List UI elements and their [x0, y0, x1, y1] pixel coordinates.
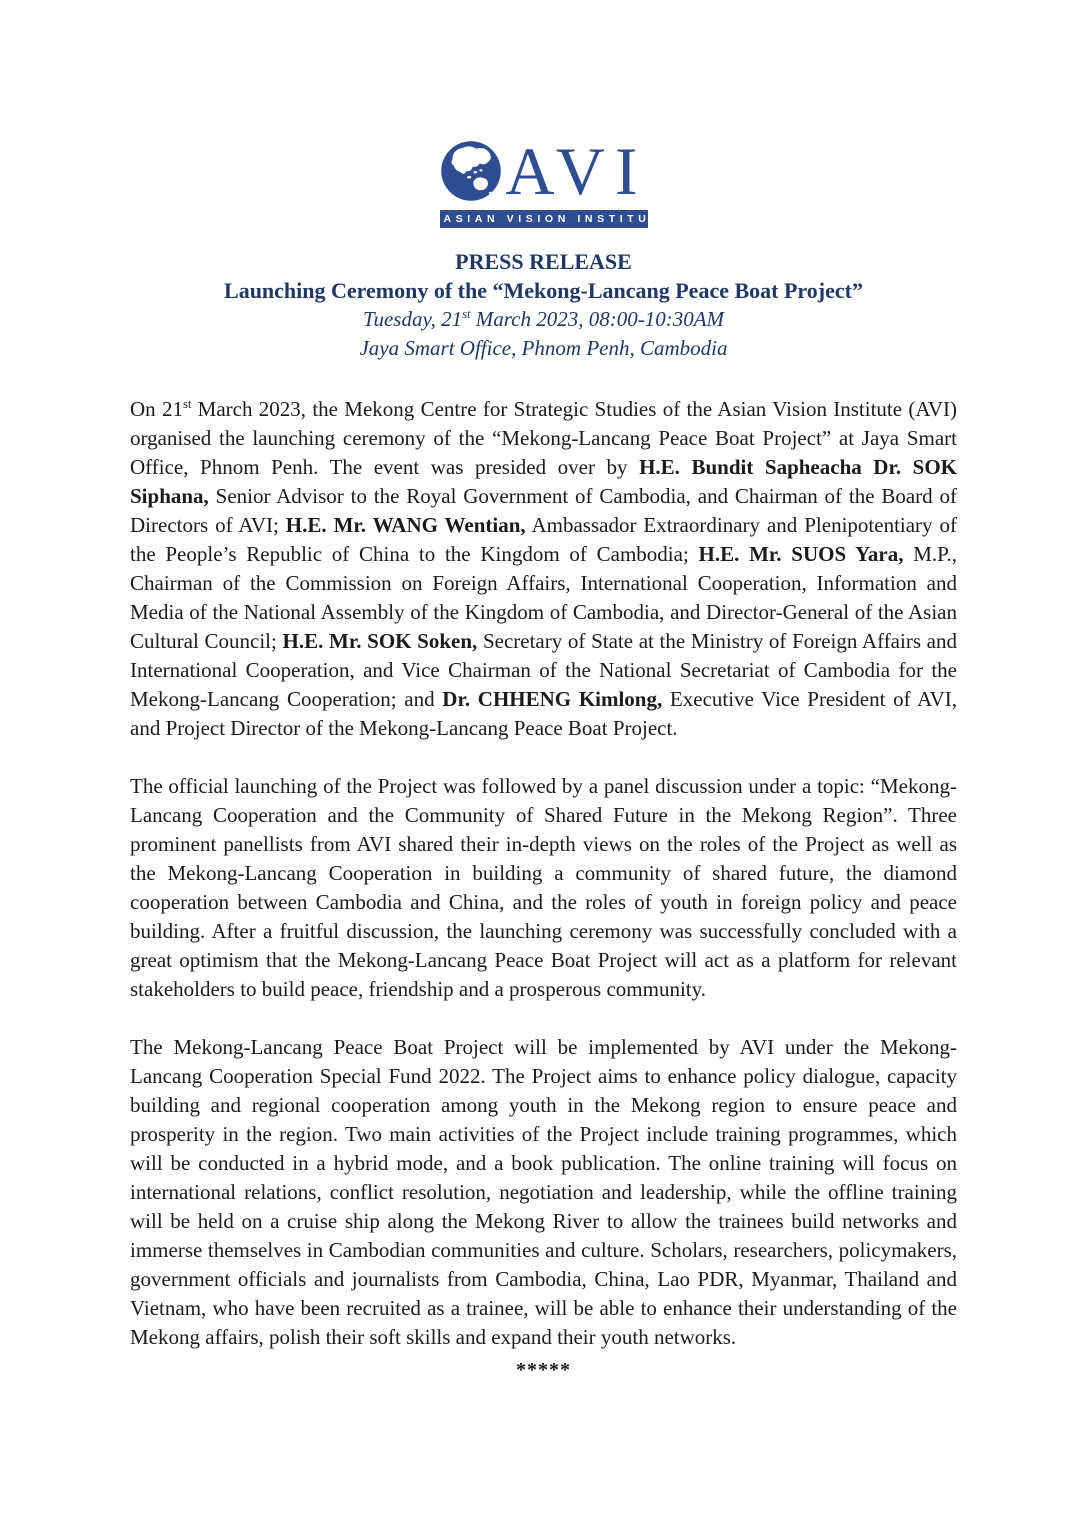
- document-body: [130, 395, 957, 1352]
- paragraph-panel-discussion: The official launching of the Project was followed by a panel discussion under a topic: “Mekong-Lancang Cooperation and the Community of Shared Future in the Mekong Region”. Three prominent panellists from AVI shared their in-depth views on the roles of the Project as well as the Mekong-Lancang Cooperation in building a community of shared future, the diamond cooperation between Cambodia and China, and the roles of youth in foreign policy and peace building. After a fruitful discussion, the launching ceremony was successfully concluded with a great optimism that the Mekong-Lancang Peace Boat Project will act as a platform for relevant stakeholders to build peace, friendship and a prosperous community.: [130, 774, 957, 1001]
- event-venue: Jaya Smart Office, Phnom Penh, Cambodia: [359, 336, 728, 360]
- paragraph-project-details: The Mekong-Lancang Peace Boat Project will be implemented by AVI under the Mekong-Lancang Cooperation Special Fund 2022. The Project aims to enhance policy dialogue, capacity building and regional cooperation among youth in the Mekong region to ensure peace and prosperity in the region. Two main activities of the Project include training programmes, which will be conducted in a hybrid mode, and a book publication. The online training will focus on international relations, conflict resolution, negotiation and leadership, while the offline training will be held on a cruise ship along the Mekong River to allow the trainees build networks and immerse themselves in Cambodian communities and culture. Scholars, researchers, policymakers, government officials and journalists from Cambodia, China, Lao PDR, Myanmar, Thailand and Vietnam, who have been recruited as a trainee, will be able to enhance their understanding of the Mekong affairs, polish their soft skills and expand their youth networks.: [130, 1035, 957, 1349]
- avi-logo-row: [440, 133, 648, 209]
- avi-acronym: AVI: [505, 133, 648, 209]
- avi-banner-label: ASIAN VISION INSTITUTE: [440, 210, 648, 228]
- masthead: [130, 133, 957, 228]
- event-datetime: Tuesday, 21st March 2023, 08:00-10:30AM: [362, 307, 725, 331]
- document-title: Launching Ceremony of the “Mekong-Lancang Peace Boat Project”: [224, 278, 863, 303]
- avi-logo: [440, 133, 674, 228]
- end-of-release-mark: *****: [516, 1359, 571, 1381]
- paragraph-participants: On 21st March 2023, the Mekong Centre for Strategic Studies of the Asian Vision Institute (AVI) organised the launching ceremony of the “Mekong-Lancang Peace Boat Project” at Jaya Smart Office, Phnom Penh. The event was presided over by H.E. Bundit Sapheacha Dr. SOK Siphana, Senior Advisor to the Royal Government of Cambodia, and Chairman of the Board of Directors of AVI; H.E. Mr. WANG Wentian, Ambassador Extraordinary and Plenipotentiary of the People’s Republic of China to the Kingdom of Cambodia; H.E. Mr. SUOS Yara, M.P., Chairman of the Commission on Foreign Affairs, International Cooperation, Information and Media of the National Assembly of the Kingdom of Cambodia, and Director-General of the Asian Cultural Council; H.E. Mr. SOK Soken, Secretary of State at the Ministry of Foreign Affairs and International Cooperation, and Vice Chairman of the National Secretariat of Cambodia for the Mekong-Lancang Cooperation; and Dr. CHHENG Kimlong, Executive Vice President of AVI, and Project Director of the Mekong-Lancang Peace Boat Project.: [130, 397, 958, 740]
- globe-icon: [440, 140, 502, 202]
- document-header: [130, 248, 957, 363]
- press-release-heading: PRESS RELEASE: [455, 249, 632, 274]
